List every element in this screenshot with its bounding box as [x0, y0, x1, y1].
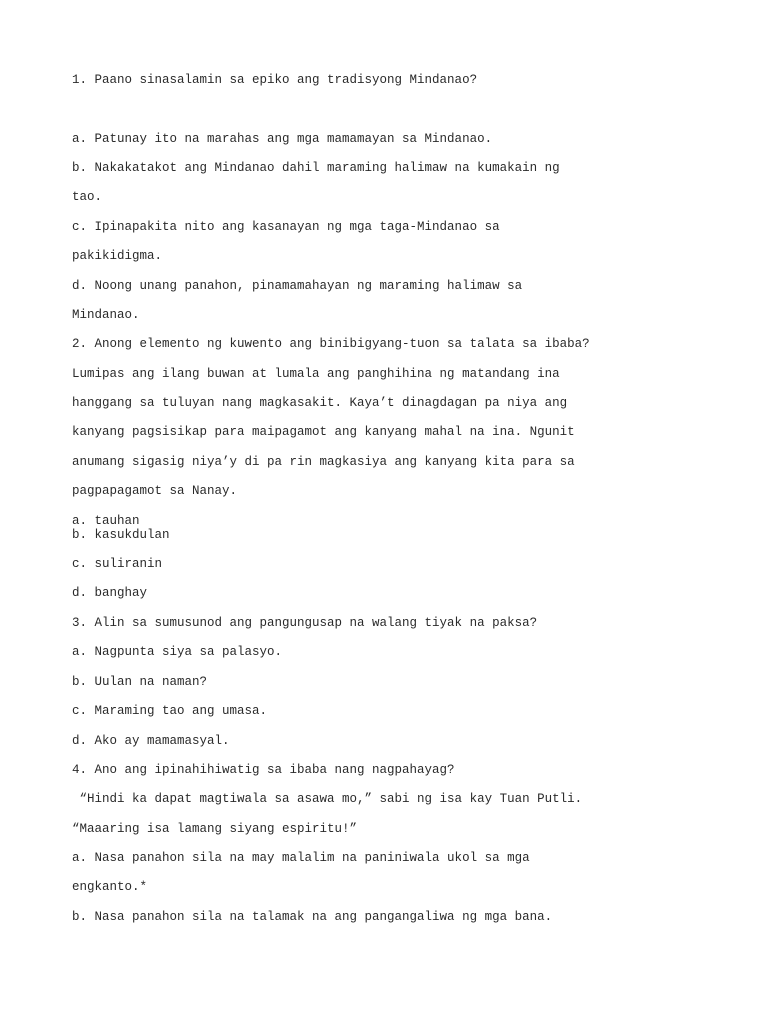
q2-choice-d: d. banghay	[72, 586, 148, 600]
q4-choice-a: a. Nasa panahon sila na may malalim na paniniwala ukol sa mga	[72, 851, 530, 865]
q4-quote-line: “Maaaring isa lamang siyang espiritu!”	[72, 822, 358, 836]
q2-passage-line: pagpapagamot sa Nanay.	[72, 484, 238, 498]
q1-choice-d: d. Noong unang panahon, pinamamahayan ng maraming halimaw sa	[72, 279, 523, 293]
q2-passage-line: Lumipas ang ilang buwan at lumala ang panghihina ng matandang ina	[72, 367, 560, 381]
q1-choice-d-continued: Mindanao.	[72, 308, 140, 322]
q4-quote-line: “Hindi ka dapat magtiwala sa asawa mo,” sabi ng isa kay Tuan Putli.	[72, 792, 583, 806]
question-3-text: 3. Alin sa sumusunod ang pangungusap na walang tiyak na paksa?	[72, 616, 538, 630]
q3-choice-d: d. Ako ay mamamasyal.	[72, 734, 230, 748]
q2-passage-line: kanyang pagsisikap para maipagamot ang kanyang mahal na ina. Ngunit	[72, 425, 575, 439]
q4-choice-a-continued: engkanto.*	[72, 880, 148, 894]
q3-choice-c: c. Maraming tao ang umasa.	[72, 704, 268, 718]
q1-choice-b-continued: tao.	[72, 190, 103, 204]
q2-choice-b: b. kasukdulan	[72, 528, 170, 542]
q1-choice-b: b. Nakakatakot ang Mindanao dahil maraming halimaw na kumakain ng	[72, 161, 560, 175]
q3-choice-a: a. Nagpunta siya sa palasyo.	[72, 645, 283, 659]
q1-choice-c: c. Ipinapakita nito ang kasanayan ng mga taga-Mindanao sa	[72, 220, 500, 234]
q2-passage-line: hanggang sa tuluyan nang magkasakit. Kaya’t dinagdagan pa niya ang	[72, 396, 568, 410]
question-4-text: 4. Ano ang ipinahihiwatig sa ibaba nang nagpahayag?	[72, 763, 455, 777]
question-2-text: 2. Anong elemento ng kuwento ang binibigyang-tuon sa talata sa ibaba?	[72, 337, 590, 351]
q1-choice-c-continued: pakikidigma.	[72, 249, 163, 263]
q3-choice-b: b. Uulan na naman?	[72, 675, 208, 689]
q2-passage-line: anumang sigasig niya’y di pa rin magkasiya ang kanyang kita para sa	[72, 455, 575, 469]
q2-choice-a: a. tauhan	[72, 514, 140, 528]
question-1-text: 1. Paano sinasalamin sa epiko ang tradisyong Mindanao?	[72, 73, 478, 87]
q1-choice-a: a. Patunay ito na marahas ang mga mamamayan sa Mindanao.	[72, 132, 493, 146]
q4-choice-b: b. Nasa panahon sila na talamak na ang pangangaliwa ng mga bana.	[72, 910, 553, 924]
q2-choice-c: c. suliranin	[72, 557, 163, 571]
